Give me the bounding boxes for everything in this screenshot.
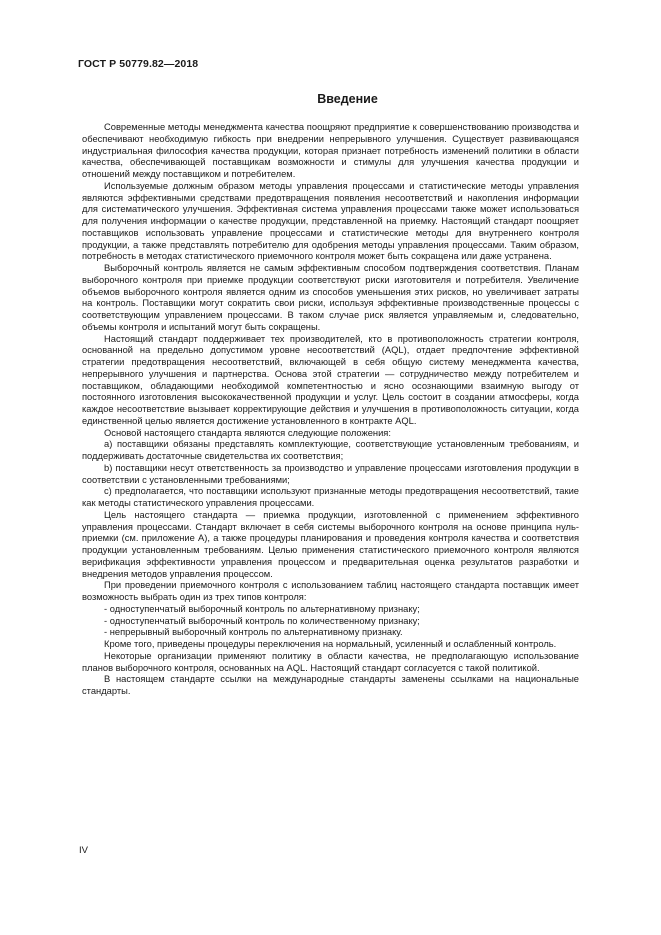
list-item: b) поставщики несут ответственность за производство и управление процессами изготовления продукции в соответствии с установленными требованиями; (82, 462, 579, 485)
standard-designation: ГОСТ Р 50779.82—2018 (78, 58, 199, 70)
list-item: c) предполагается, что поставщики используют признанные методы предотвращения несоответствий, такие как методы статистического управления процессами. (82, 486, 579, 508)
paragraph: Цель настоящего стандарта — приемка продукции, изготовленной с применением эффективного управления процессами. Стандарт включает в себя системы выборочного контроля на основе принципа нуль-приемки (см. приложение A), а также процедуры планирования и проведения контроля качества и соответствия продукции установленным требованиям. Целью применения статистического приемочного контроля являются верификация эффективности управления процессом и предварительная оценка результатов разработки и внедрения методов управления процессом. (82, 509, 579, 579)
section-title: Введение (317, 92, 378, 106)
paragraph: Выборочный контроль является не самым эффективным способом подтверждения соответствия. Планам выборочного контроля при приемке продукции соответствуют риски изготовителя и потребителя. Увеличение объемов выборочного контроля является одним из способов уменьшения этих рисков, но увеличивает затраты на контроль. Поставщики могут сократить свои риски, используя эффективные производственные процессы с соответствующим управлением процессами. В таком случае риск является управляемым и, следовательно, объемы контроля и испытаний могут быть сокращены. (82, 263, 579, 332)
paragraph: Некоторые организации применяют политику в области качества, не предполагающую использование планов выборочного контроля, основанных на AQL. Настоящий стандарт согласуется с такой политикой. (82, 650, 579, 673)
paragraph: При проведении приемочного контроля с использованием таблиц настоящего стандарта поставщик имеет возможность выбрать один из трех типов контроля: (82, 580, 579, 602)
list-item: a) поставщики обязаны представлять комплектующие, соответствующие установленным требованиям, и поддерживать достаточные свидетельства их соответствия; (82, 439, 579, 461)
paragraph: Настоящий стандарт поддерживает тех производителей, кто в противоположность стратегии контроля, основанной на предельно допустимом уровне несоответствий (AQL), отдает предпочтение эффективной стратегии предотвращения несоответствий, включающей в себя общую систему менеджмента качества, непрерывного улучшения и партнерства. Основа этой стратегии — сотрудничество между потребителем и поставщиком, обладающими необходимой компетентностью и ясно осознающими взаимную выгоду от постоянного изготовления высококачественной продукции и услуг. Цель состоит в создании атмосферы, когда каждое несоответствие вызывает корректирующие действия и улучшения в противоположность ситуации, когда единственной целью является достижение установленного в контракте AQL. (82, 333, 579, 426)
page-number: IV (79, 845, 88, 856)
paragraph: Кроме того, приведены процедуры переключения на нормальный, усиленный и ослабленный контроль. (104, 639, 557, 649)
list-item: - непрерывный выборочный контроль по альтернативному признаку. (104, 627, 403, 638)
paragraph: Современные методы менеджмента качества поощряют предприятие к совершенствованию производства и обеспечивают необходимую гибкость при внедрении непрерывного улучшения. Существует развивающаяся индустриальная философия качества продукции, которая признает потребность изменений политики в области качества, обеспечивающей поставщикам возможности и стимулы для улучшения качества продукции и отношений между поставщиком и потребителем. (82, 122, 579, 179)
body-text (82, 122, 579, 698)
list-item: - одноступенчатый выборочный контроль по количественному признаку; (104, 615, 420, 626)
list-item: - одноступенчатый выборочный контроль по альтернативному признаку; (104, 603, 420, 614)
paragraph: Используемые должным образом методы управления процессами и статистические методы управления являются эффективными средствами предотвращения появления несоответствий и накопления информации для систематического улучшения. Эффективная система управления процессами также может использоваться для получения информации о качестве продукции, представленной на приемку. Настоящий стандарт поощряет поставщиков использовать управление процессами и статистические методы для внутреннего контроля продукции, а также представлять потребителю для одобрения методы управления процессами. Таким образом, потребность в методах статистического приемочного контроля может быть сокращена или даже устранена. (82, 180, 579, 262)
paragraph: В настоящем стандарте ссылки на международные стандарты заменены ссылками на национальные стандарты. (82, 674, 579, 696)
paragraph: Основой настоящего стандарта являются следующие положения: (104, 427, 391, 438)
